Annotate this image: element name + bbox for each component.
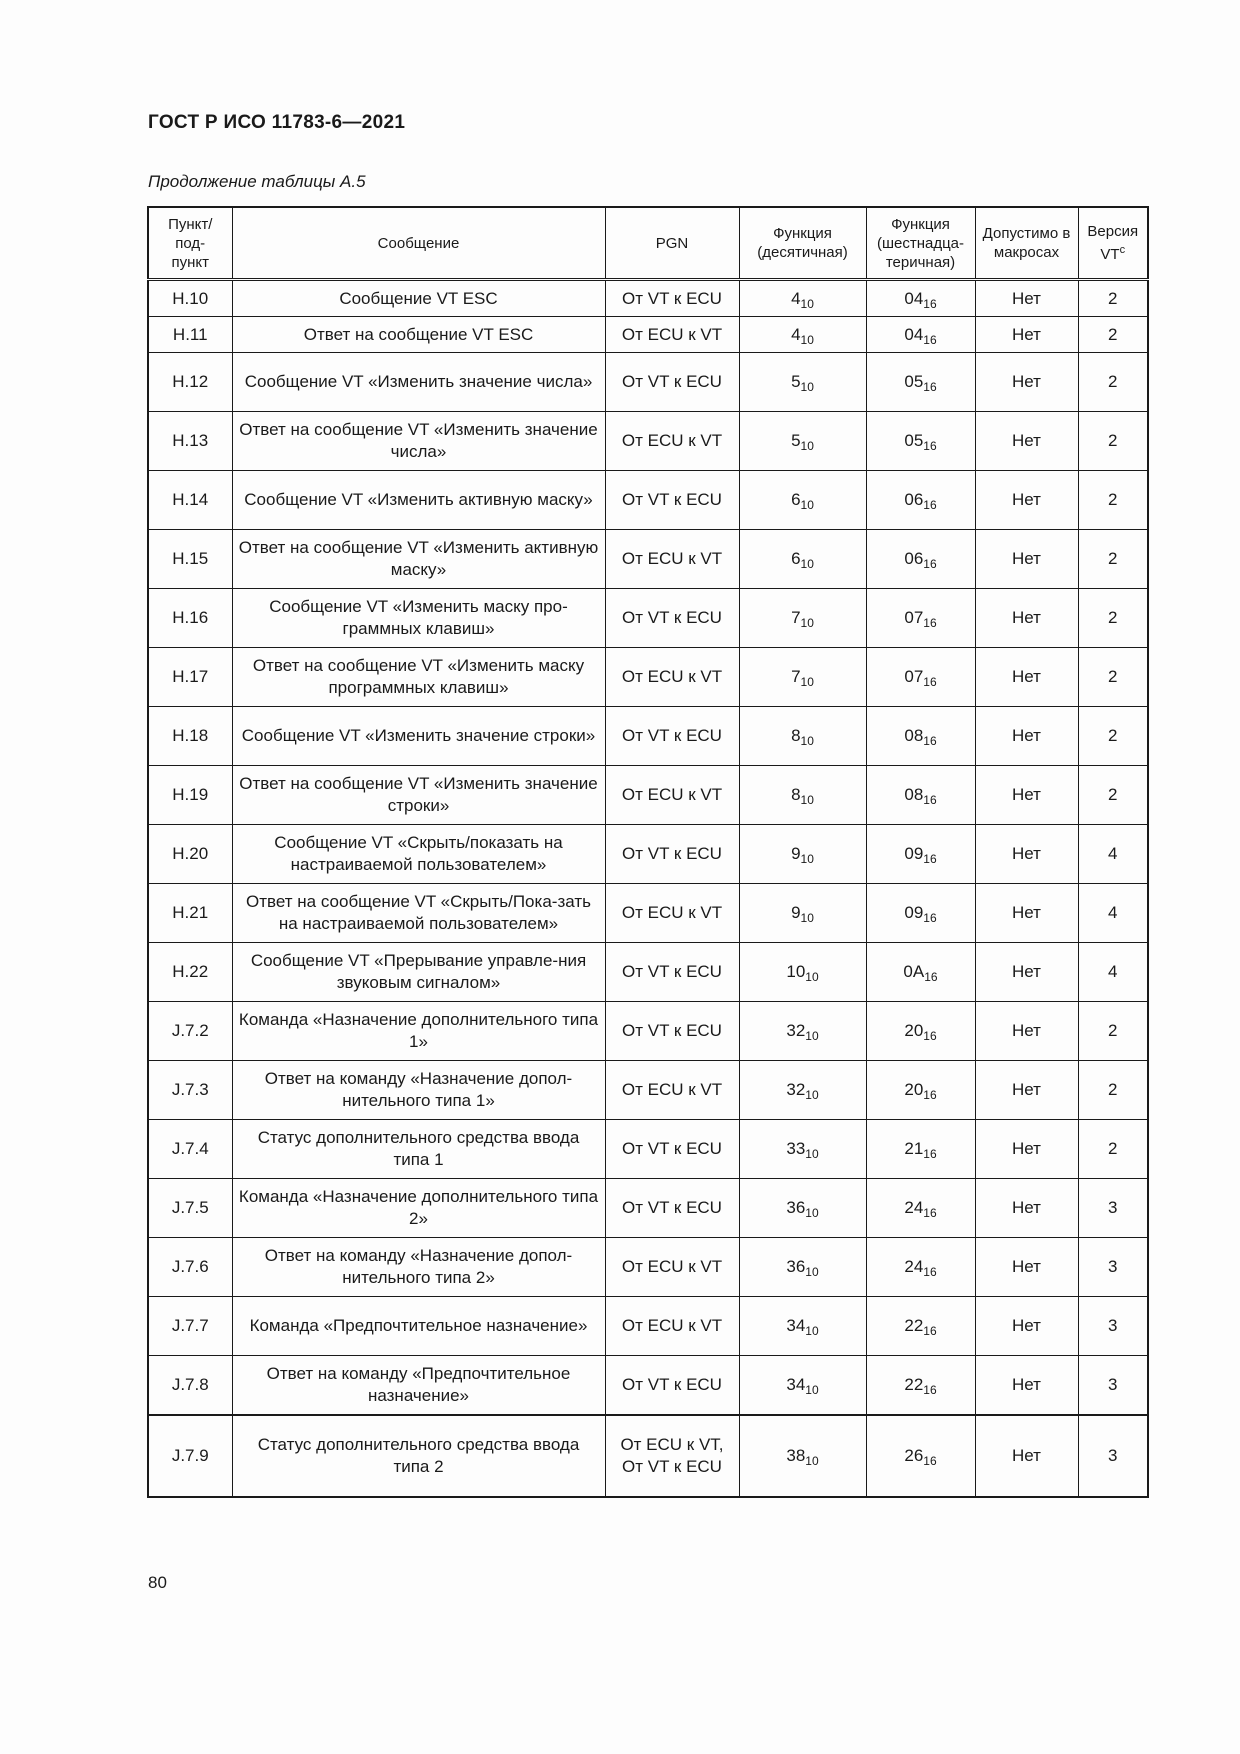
hex-value: 08 <box>904 726 924 745</box>
cell-function-decimal <box>739 1297 866 1356</box>
cell-pgn: От ECU к VT <box>605 317 739 353</box>
hex-base: 16 <box>923 498 937 512</box>
cell-vt-version: 3 <box>1078 1238 1148 1297</box>
cell-vt-version: 2 <box>1078 317 1148 353</box>
decimal-value: 6 <box>791 549 801 568</box>
cell-pgn: От VT к ECU <box>605 1002 739 1061</box>
page-number: 80 <box>148 1573 167 1592</box>
cell-vt-version: 2 <box>1078 589 1148 648</box>
cell-function-decimal <box>739 589 866 648</box>
hex-value: 07 <box>904 608 924 627</box>
cell-vt-version: 2 <box>1078 353 1148 412</box>
cell-pgn: От ECU к VT <box>605 884 739 943</box>
cell-function-hex <box>866 471 975 530</box>
hex-base: 16 <box>923 1206 937 1220</box>
hex-value: 08 <box>904 785 924 804</box>
cell-item: J.7.5 <box>148 1179 232 1238</box>
table-row <box>148 1061 1148 1120</box>
decimal-base: 10 <box>800 734 814 748</box>
cell-message: Ответ на сообщение VT «Изменить маску программных клавиш» <box>232 648 605 707</box>
decimal-value: 8 <box>791 785 801 804</box>
cell-function-hex <box>866 766 975 825</box>
hex-value: 04 <box>904 324 924 344</box>
cell-message: Сообщение VT «Изменить активную маску» <box>232 471 605 530</box>
cell-function-hex <box>866 1120 975 1179</box>
header-function-hex: Функция (шестнадца- теричная) <box>866 207 975 280</box>
hex-base: 16 <box>923 332 937 347</box>
hex-base: 16 <box>923 852 937 866</box>
table-row <box>148 825 1148 884</box>
cell-message: Статус дополнительного средства ввода типа 1 <box>232 1120 605 1179</box>
cell-pgn: От VT к ECU <box>605 1179 739 1238</box>
table-row <box>148 707 1148 766</box>
cell-item: H.17 <box>148 648 232 707</box>
decimal-value: 36 <box>786 1198 806 1217</box>
table-caption: Продолжение таблицы А.5 <box>148 172 366 191</box>
hex-base: 16 <box>923 1383 937 1397</box>
table-row <box>148 530 1148 589</box>
decimal-value: 7 <box>791 608 801 627</box>
cell-function-hex <box>866 353 975 412</box>
hex-base: 16 <box>923 296 937 311</box>
cell-vt-version: 4 <box>1078 825 1148 884</box>
cell-function-hex <box>866 1297 975 1356</box>
cell-macro-allowed: Нет <box>975 317 1078 353</box>
cell-item: H.21 <box>148 884 232 943</box>
cell-macro-allowed: Нет <box>975 353 1078 412</box>
header-message: Сообщение <box>232 207 605 280</box>
table-row <box>148 766 1148 825</box>
hex-base: 16 <box>923 1324 937 1338</box>
cell-function-decimal <box>739 884 866 943</box>
cell-pgn: От VT к ECU <box>605 280 739 317</box>
cell-macro-allowed: Нет <box>975 1002 1078 1061</box>
decimal-value: 32 <box>786 1021 806 1040</box>
hex-value: 26 <box>904 1446 924 1465</box>
cell-message: Ответ на сообщение VT «Скрыть/Пока-зать на настраиваемой пользователем» <box>232 884 605 943</box>
hex-value: 22 <box>904 1316 924 1335</box>
cell-item: H.22 <box>148 943 232 1002</box>
cell-function-decimal <box>739 707 866 766</box>
decimal-value: 34 <box>786 1316 806 1335</box>
cell-vt-version: 2 <box>1078 280 1148 317</box>
hex-base: 16 <box>924 970 938 984</box>
decimal-value: 4 <box>791 324 801 344</box>
cell-function-decimal <box>739 530 866 589</box>
decimal-base: 10 <box>805 1383 819 1397</box>
table-row <box>148 884 1148 943</box>
cell-function-decimal <box>739 280 866 317</box>
hex-base: 16 <box>923 734 937 748</box>
table-row <box>148 1120 1148 1179</box>
cell-item: H.12 <box>148 353 232 412</box>
table-row <box>148 1238 1148 1297</box>
table-row <box>148 280 1148 317</box>
hex-value: 06 <box>904 490 924 509</box>
hex-base: 16 <box>923 1029 937 1043</box>
cell-vt-version: 2 <box>1078 1061 1148 1120</box>
cell-item: H.20 <box>148 825 232 884</box>
decimal-base: 10 <box>800 439 814 453</box>
hex-base: 16 <box>923 557 937 571</box>
cell-pgn: От VT к ECU <box>605 1120 739 1179</box>
cell-message: Сообщение VT «Изменить значение числа» <box>232 353 605 412</box>
cell-macro-allowed: Нет <box>975 1356 1078 1416</box>
cell-item: J.7.7 <box>148 1297 232 1356</box>
cell-vt-version: 3 <box>1078 1356 1148 1416</box>
decimal-base: 10 <box>805 970 819 984</box>
cell-item: J.7.3 <box>148 1061 232 1120</box>
header-vt-version <box>1078 207 1148 280</box>
decimal-value: 36 <box>786 1257 806 1276</box>
cell-function-hex <box>866 943 975 1002</box>
decimal-base: 10 <box>805 1147 819 1161</box>
hex-value: 20 <box>904 1080 924 1099</box>
document-header: ГОСТ Р ИСО 11783-6—2021 <box>148 112 406 133</box>
cell-function-hex <box>866 1238 975 1297</box>
decimal-value: 10 <box>786 962 806 981</box>
header-item: Пункт/ под- пункт <box>148 207 232 280</box>
cell-item: H.18 <box>148 707 232 766</box>
cell-item: H.19 <box>148 766 232 825</box>
cell-macro-allowed: Нет <box>975 471 1078 530</box>
cell-pgn: От VT к ECU <box>605 1356 739 1416</box>
header-pgn: PGN <box>605 207 739 280</box>
table-header-row <box>148 207 1148 280</box>
messages-table <box>147 206 1149 1498</box>
cell-function-hex <box>866 1356 975 1416</box>
decimal-value: 34 <box>786 1375 806 1394</box>
decimal-base: 10 <box>800 911 814 925</box>
decimal-value: 6 <box>791 490 801 509</box>
decimal-base: 10 <box>805 1029 819 1043</box>
cell-vt-version: 2 <box>1078 648 1148 707</box>
decimal-value: 9 <box>791 903 801 922</box>
cell-message: Сообщение VT «Скрыть/показать на настраиваемой пользователем» <box>232 825 605 884</box>
hex-base: 16 <box>923 1265 937 1279</box>
cell-function-decimal <box>739 471 866 530</box>
header-vt-version-label: Версия VT <box>1087 223 1139 263</box>
cell-vt-version: 2 <box>1078 412 1148 471</box>
hex-value: 05 <box>904 431 924 450</box>
cell-function-decimal <box>739 1120 866 1179</box>
cell-message: Статус дополнительного средства ввода типа 2 <box>232 1415 605 1497</box>
cell-macro-allowed: Нет <box>975 648 1078 707</box>
cell-pgn: От VT к ECU <box>605 943 739 1002</box>
decimal-value: 33 <box>786 1139 806 1158</box>
cell-macro-allowed: Нет <box>975 825 1078 884</box>
cell-function-decimal <box>739 1415 866 1497</box>
hex-base: 16 <box>923 380 937 394</box>
table-row <box>148 317 1148 353</box>
cell-item: J.7.9 <box>148 1415 232 1497</box>
cell-macro-allowed: Нет <box>975 412 1078 471</box>
cell-function-hex <box>866 412 975 471</box>
table-row <box>148 589 1148 648</box>
cell-message: Ответ на команду «Назначение допол-нительного типа 1» <box>232 1061 605 1120</box>
cell-vt-version: 3 <box>1078 1297 1148 1356</box>
cell-function-hex <box>866 1002 975 1061</box>
cell-pgn: От ECU к VT <box>605 530 739 589</box>
cell-function-decimal <box>739 353 866 412</box>
table-row <box>148 353 1148 412</box>
cell-vt-version: 2 <box>1078 471 1148 530</box>
cell-vt-version: 3 <box>1078 1415 1148 1497</box>
decimal-base: 10 <box>800 498 814 512</box>
hex-value: 20 <box>904 1021 924 1040</box>
decimal-base: 10 <box>800 852 814 866</box>
decimal-value: 7 <box>791 667 801 686</box>
cell-item: H.16 <box>148 589 232 648</box>
cell-vt-version: 2 <box>1078 1002 1148 1061</box>
cell-message: Ответ на сообщение VT «Изменить значение строки» <box>232 766 605 825</box>
cell-item: H.13 <box>148 412 232 471</box>
cell-function-hex <box>866 1061 975 1120</box>
cell-vt-version: 2 <box>1078 766 1148 825</box>
cell-function-hex <box>866 589 975 648</box>
cell-message: Ответ на сообщение VT «Изменить значение числа» <box>232 412 605 471</box>
cell-pgn: От VT к ECU <box>605 825 739 884</box>
decimal-value: 9 <box>791 844 801 863</box>
hex-value: 21 <box>904 1139 924 1158</box>
cell-macro-allowed: Нет <box>975 1238 1078 1297</box>
decimal-base: 10 <box>805 1324 819 1338</box>
hex-base: 16 <box>923 439 937 453</box>
hex-value: 24 <box>904 1198 924 1217</box>
cell-vt-version: 3 <box>1078 1179 1148 1238</box>
cell-function-hex <box>866 317 975 353</box>
cell-pgn: От ECU к VT <box>605 1061 739 1120</box>
hex-value: 07 <box>904 667 924 686</box>
cell-macro-allowed: Нет <box>975 1297 1078 1356</box>
cell-item: J.7.4 <box>148 1120 232 1179</box>
table-row <box>148 471 1148 530</box>
cell-function-decimal <box>739 648 866 707</box>
cell-message: Команда «Назначение дополнительного типа 2» <box>232 1179 605 1238</box>
cell-vt-version: 4 <box>1078 884 1148 943</box>
cell-macro-allowed: Нет <box>975 589 1078 648</box>
cell-function-hex <box>866 1415 975 1497</box>
cell-function-decimal <box>739 1238 866 1297</box>
cell-function-decimal <box>739 317 866 353</box>
decimal-value: 5 <box>791 372 801 391</box>
cell-macro-allowed: Нет <box>975 1415 1078 1497</box>
hex-base: 16 <box>923 911 937 925</box>
cell-function-decimal <box>739 766 866 825</box>
cell-macro-allowed: Нет <box>975 280 1078 317</box>
cell-message: Команда «Назначение дополнительного типа 1» <box>232 1002 605 1061</box>
cell-message: Ответ на сообщение VT ESC <box>232 317 605 353</box>
decimal-base: 10 <box>800 332 814 347</box>
cell-function-decimal <box>739 1061 866 1120</box>
cell-message: Сообщение VT ESC <box>232 280 605 317</box>
cell-function-hex <box>866 648 975 707</box>
cell-function-hex <box>866 1179 975 1238</box>
cell-macro-allowed: Нет <box>975 1061 1078 1120</box>
table-row <box>148 1297 1148 1356</box>
cell-pgn: От VT к ECU <box>605 353 739 412</box>
cell-macro-allowed: Нет <box>975 530 1078 589</box>
decimal-value: 8 <box>791 726 801 745</box>
cell-function-decimal <box>739 943 866 1002</box>
cell-item: J.7.6 <box>148 1238 232 1297</box>
cell-item: H.15 <box>148 530 232 589</box>
cell-function-hex <box>866 825 975 884</box>
cell-vt-version: 2 <box>1078 530 1148 589</box>
decimal-value: 38 <box>786 1446 806 1465</box>
cell-pgn: От ECU к VT <box>605 766 739 825</box>
hex-value: 05 <box>904 372 924 391</box>
decimal-base: 10 <box>805 1454 819 1468</box>
cell-item: H.14 <box>148 471 232 530</box>
hex-base: 16 <box>923 1088 937 1102</box>
cell-function-hex <box>866 530 975 589</box>
cell-macro-allowed: Нет <box>975 766 1078 825</box>
cell-function-decimal <box>739 1356 866 1416</box>
header-macro-allowed: Допустимо в макросах <box>975 207 1078 280</box>
cell-pgn: От VT к ECU <box>605 471 739 530</box>
cell-pgn: От ECU к VT <box>605 412 739 471</box>
cell-pgn: От VT к ECU <box>605 707 739 766</box>
decimal-base: 10 <box>800 380 814 394</box>
cell-function-hex <box>866 884 975 943</box>
hex-value: 0A <box>903 962 925 981</box>
cell-message: Ответ на сообщение VT «Изменить активную маску» <box>232 530 605 589</box>
cell-item: J.7.2 <box>148 1002 232 1061</box>
hex-value: 09 <box>904 903 924 922</box>
cell-function-decimal <box>739 1179 866 1238</box>
cell-message: Ответ на команду «Предпочтительное назначение» <box>232 1356 605 1416</box>
table-row <box>148 1002 1148 1061</box>
cell-macro-allowed: Нет <box>975 943 1078 1002</box>
table-row <box>148 1179 1148 1238</box>
decimal-base: 10 <box>800 675 814 689</box>
cell-function-hex <box>866 707 975 766</box>
cell-macro-allowed: Нет <box>975 707 1078 766</box>
header-function-decimal: Функция (десятичная) <box>739 207 866 280</box>
decimal-value: 32 <box>786 1080 806 1099</box>
hex-value: 06 <box>904 549 924 568</box>
cell-macro-allowed: Нет <box>975 1120 1078 1179</box>
hex-value: 22 <box>904 1375 924 1394</box>
decimal-base: 10 <box>800 616 814 630</box>
hex-value: 09 <box>904 844 924 863</box>
hex-value: 04 <box>904 288 924 308</box>
cell-function-hex <box>866 280 975 317</box>
decimal-base: 10 <box>800 296 814 311</box>
cell-item: H.11 <box>148 317 232 353</box>
decimal-base: 10 <box>805 1206 819 1220</box>
cell-message: Сообщение VT «Изменить маску про-граммных клавиш» <box>232 589 605 648</box>
cell-pgn: От ECU к VT <box>605 1238 739 1297</box>
cell-message: Ответ на команду «Назначение допол-нительного типа 2» <box>232 1238 605 1297</box>
hex-base: 16 <box>923 616 937 630</box>
hex-base: 16 <box>923 793 937 807</box>
hex-base: 16 <box>923 1147 937 1161</box>
cell-macro-allowed: Нет <box>975 884 1078 943</box>
cell-message: Команда «Предпочтительное назначение» <box>232 1297 605 1356</box>
cell-pgn: От VT к ECU <box>605 589 739 648</box>
cell-message: Сообщение VT «Прерывание управле-ния звуковым сигналом» <box>232 943 605 1002</box>
cell-pgn: От ECU к VT <box>605 648 739 707</box>
cell-vt-version: 2 <box>1078 707 1148 766</box>
decimal-base: 10 <box>805 1088 819 1102</box>
cell-function-decimal <box>739 1002 866 1061</box>
cell-macro-allowed: Нет <box>975 1179 1078 1238</box>
cell-pgn: От ECU к VT, От VT к ECU <box>605 1415 739 1497</box>
decimal-base: 10 <box>800 557 814 571</box>
cell-vt-version: 4 <box>1078 943 1148 1002</box>
table-row <box>148 648 1148 707</box>
decimal-value: 4 <box>791 288 801 308</box>
table-row <box>148 412 1148 471</box>
hex-base: 16 <box>923 1454 937 1468</box>
cell-function-decimal <box>739 825 866 884</box>
decimal-base: 10 <box>805 1265 819 1279</box>
header-vt-version-footnote: c <box>1119 244 1126 256</box>
decimal-value: 5 <box>791 431 801 450</box>
cell-message: Сообщение VT «Изменить значение строки» <box>232 707 605 766</box>
table-row <box>148 1356 1148 1416</box>
decimal-base: 10 <box>800 793 814 807</box>
table-row <box>148 943 1148 1002</box>
cell-vt-version: 2 <box>1078 1120 1148 1179</box>
hex-value: 24 <box>904 1257 924 1276</box>
cell-function-decimal <box>739 412 866 471</box>
cell-item: H.10 <box>148 280 232 317</box>
table-row <box>148 1415 1148 1497</box>
hex-base: 16 <box>923 675 937 689</box>
cell-item: J.7.8 <box>148 1356 232 1416</box>
cell-pgn: От ECU к VT <box>605 1297 739 1356</box>
